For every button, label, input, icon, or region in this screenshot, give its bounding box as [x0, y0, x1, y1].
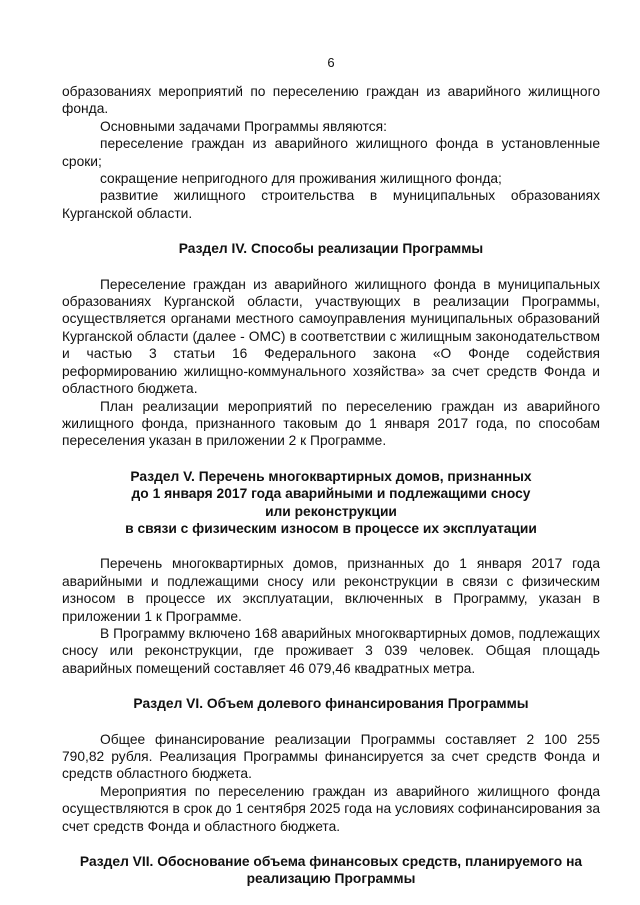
section-4-title: Раздел IV. Способы реализации Программы: [178, 241, 484, 257]
intro-paragraph-3: переселение граждан из аварийного жилищного фонда в установленные сроки;: [62, 136, 600, 169]
section-6-title: Раздел VI. Объем долевого финансирования Программы: [133, 696, 529, 712]
section-5-title-line-3: или реконструкции: [265, 503, 397, 519]
section-5-paragraph-2: В Программу включено 168 аварийных многоквартирных домов, подлежащих сносу или реконструкции, где проживает 3 039 человек. Общая площадь аварийных помещений составляет 46 079,46 квадратных метра.: [62, 625, 600, 676]
section-5-title-line-2: до 1 января 2017 года аварийными и подлежащими сносу: [131, 486, 531, 502]
section-7-title: [62, 853, 600, 888]
section-4-paragraph-2: План реализации мероприятий по переселению граждан из аварийного жилищного фонда, признанного таковым до 1 января 2017 года, по способам переселения указан в приложении 2 к Программе.: [62, 398, 600, 449]
section-5-title-line-4: в связи с физическим износом в процессе их эксплуатации: [125, 520, 537, 536]
intro-paragraph-5: развитие жилищного строительства в муниципальных образованиях Курганской области.: [62, 188, 600, 221]
section-6-paragraph-1: Общее финансирование реализации Программы составляет 2 100 255 790,82 рубля. Реализация Программы финансируется за счет средств Фонда и средств областного бюджета.: [62, 731, 600, 782]
section-7-title-line-1: Раздел VII. Обоснование объема финансовых средств, планируемого на: [79, 854, 583, 870]
page-number: 6: [327, 55, 335, 70]
section-5-paragraph-1: Перечень многоквартирных домов, признанных до 1 января 2017 года аварийными и подлежащими сносу или реконструкции в связи с физическим износом в процессе их эксплуатации, включенных в Программу, указан в приложении 1 к Программе.: [62, 556, 600, 624]
section-5-title: [62, 468, 600, 538]
intro-paragraph-1: образованиях мероприятий по переселению граждан из аварийного жилищного фонда.: [62, 84, 600, 117]
section-5-title-line-1: Раздел V. Перечень многоквартирных домов, признанных: [130, 468, 532, 484]
section-7-title-line-2: реализацию Программы: [246, 871, 416, 887]
document-body: [62, 83, 600, 888]
intro-paragraph-4: сокращение непригодного для проживания жилищного фонда;: [100, 171, 502, 187]
intro-paragraph-2: Основными задачами Программы являются:: [100, 118, 387, 134]
section-4-paragraph-1: Переселение граждан из аварийного жилищного фонда в муниципальных образованиях Курганской области, участвующих в реализации Программы, осуществляется органами местного самоуправления муниципальных образований Курганской области (далее - ОМС) в соответствии с жилищным законодательством и частью 3 статьи 16 Федерального закона «О Фонде содействия реформированию жилищно-коммунального хозяйства» за счет средств Фонда и областного бюджета.: [62, 276, 600, 397]
section-6-paragraph-2: Мероприятия по переселению граждан из аварийного жилищного фонда осуществляются в срок до 1 сентября 2025 года на условиях софинансирования за счет средств Фонда и областного бюджета.: [62, 783, 600, 834]
